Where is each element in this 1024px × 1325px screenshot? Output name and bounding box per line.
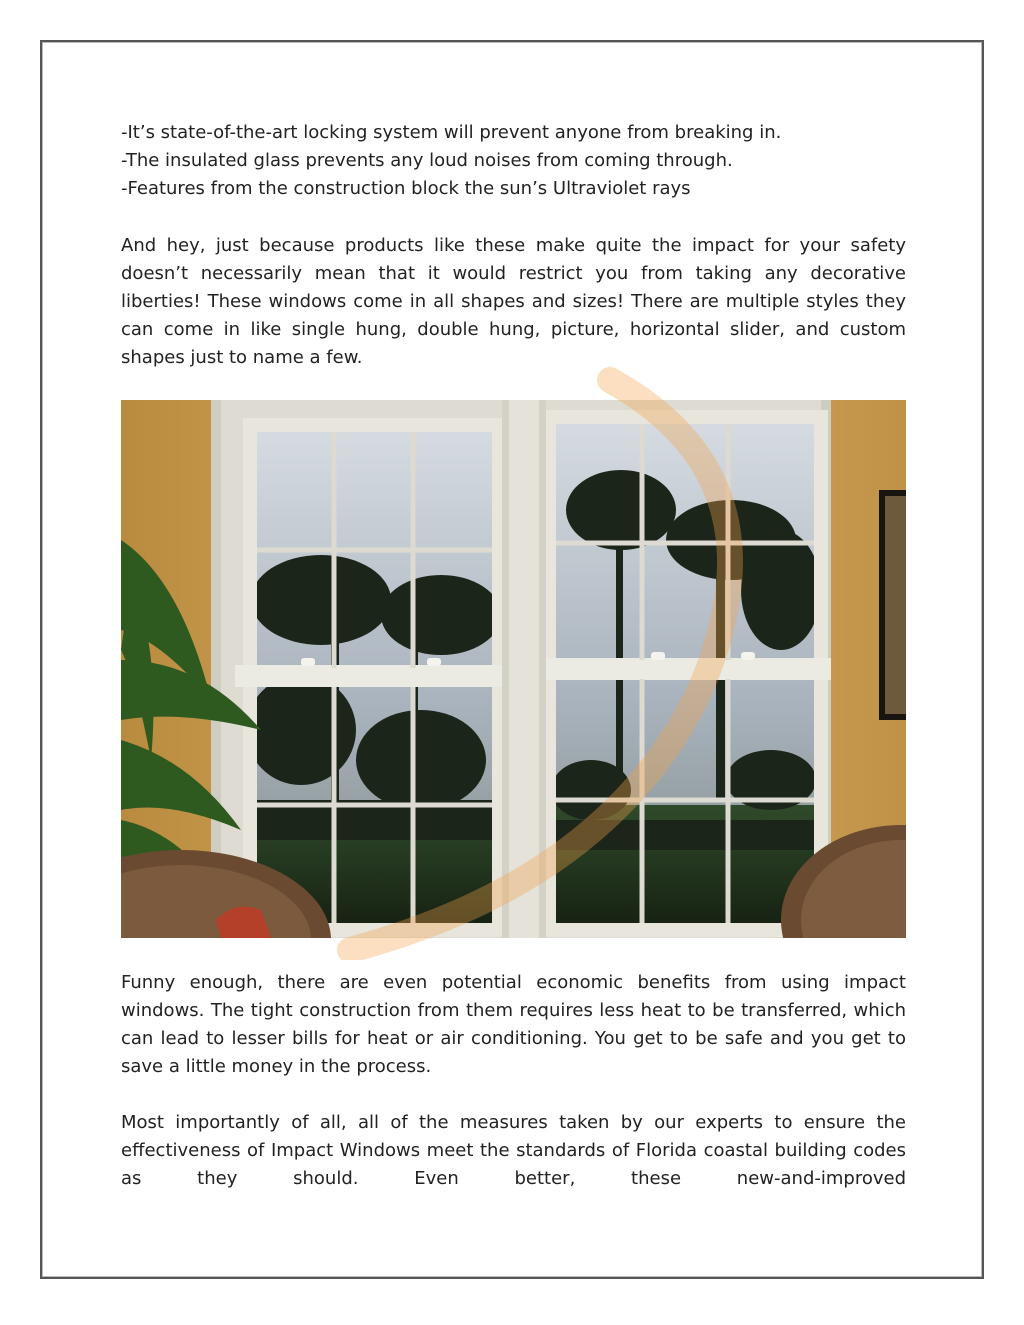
double-hung-window-photo-icon xyxy=(121,400,906,938)
bullet-item: -It’s state-of-the-art locking system will prevent anyone from breaking in. xyxy=(121,122,782,143)
paragraph-decorative-styles: And hey, just because products like these make quite the impact for your safety doesn’t necessarily mean that it would restrict you from taking any decorative liberties! These windows come in all shapes and sizes! There are multiple styles they can come in like single hung, double hung, picture, horizontal slider, and custom shapes just to name a few. xyxy=(121,235,906,368)
bullet-item: -The insulated glass prevents any loud noises from coming through. xyxy=(121,150,733,171)
window-photo xyxy=(121,400,906,938)
paragraph-building-codes: Most importantly of all, all of the measures taken by our experts to ensure the effectiveness of Impact Windows meet the standards of Florida coastal building codes as they should. Even better, these new-and-improved xyxy=(121,1112,906,1189)
bullet-list xyxy=(121,119,906,203)
bullet-item: -Features from the construction block the sun’s Ultraviolet rays xyxy=(121,178,691,199)
paragraph-economic-benefits: Funny enough, there are even potential economic benefits from using impact windows. The tight construction from them requires less heat to be transferred, which can lead to lesser bills for heat or air conditioning. You get to be safe and you get to save a little money in the process. xyxy=(121,972,906,1077)
